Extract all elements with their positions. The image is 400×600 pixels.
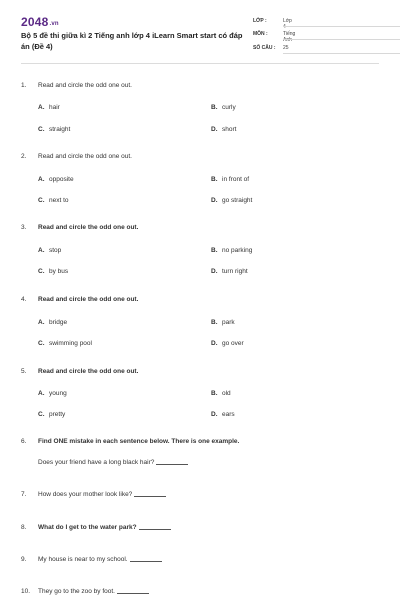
option-d[interactable]: D. turn right: [211, 268, 248, 275]
site-logo[interactable]: 2048.vn: [21, 15, 59, 29]
question-text: Read and circle the odd one out.: [38, 224, 139, 231]
question-number: 8.: [21, 524, 27, 531]
meta-grade-value: Lớp 4: [283, 18, 292, 30]
option-c[interactable]: C. by bus: [38, 268, 69, 275]
question-text: Read and circle the odd one out.: [38, 82, 132, 89]
option-c[interactable]: C. next to: [38, 197, 69, 204]
meta-divider: [283, 26, 400, 27]
question-number: 9.: [21, 556, 27, 563]
question-text: Read and circle the odd one out.: [38, 153, 132, 160]
option-b[interactable]: B. no parking: [211, 247, 253, 254]
option-a[interactable]: A. opposite: [38, 176, 74, 183]
answer-blank[interactable]: [134, 496, 166, 497]
option-d[interactable]: D. short: [211, 126, 237, 133]
header-divider: [21, 63, 379, 64]
option-a[interactable]: A. bridge: [38, 319, 68, 326]
document-title: Bộ 5 đề thi giữa kì 2 Tiếng anh lớp 4 iLearn Smart start có đáp án (Đề 4): [21, 31, 243, 51]
meta-divider: [283, 53, 400, 54]
option-a[interactable]: A. hair: [38, 104, 60, 111]
question-text: How does your mother look like?: [38, 491, 166, 498]
meta-count-label: SỐ CÂU :: [253, 45, 276, 51]
answer-blank[interactable]: [156, 464, 188, 465]
option-d[interactable]: D. ears: [211, 411, 235, 418]
option-a[interactable]: A. stop: [38, 247, 62, 254]
question-number: 7.: [21, 491, 27, 498]
question-text: My house is near to my school.: [38, 556, 162, 563]
answer-blank[interactable]: [139, 529, 171, 530]
question-number: 5.: [21, 368, 27, 375]
option-b[interactable]: B. park: [211, 319, 235, 326]
question-number: 4.: [21, 296, 27, 303]
option-b[interactable]: B. in front of: [211, 176, 250, 183]
meta-grade-label: LỚP :: [253, 18, 267, 24]
meta-count-value: 25: [283, 45, 289, 51]
question-text: Find ONE mistake in each sentence below. There is one example.: [38, 438, 240, 445]
question-number: 6.: [21, 438, 27, 445]
question-text: Read and circle the odd one out.: [38, 368, 139, 375]
question-number: 10.: [21, 588, 31, 595]
question-text: What do I get to the water park?: [38, 524, 171, 531]
meta-divider: [283, 39, 400, 40]
option-b[interactable]: B. curly: [211, 104, 236, 111]
answer-blank[interactable]: [117, 593, 149, 594]
meta-subject-label: MÔN :: [253, 31, 268, 37]
option-a[interactable]: A. young: [38, 390, 67, 397]
option-b[interactable]: B. old: [211, 390, 231, 397]
option-d[interactable]: D. go straight: [211, 197, 253, 204]
answer-blank[interactable]: [130, 561, 162, 562]
meta-subject-value: Tiếng Anh: [283, 31, 296, 43]
question-number: 2.: [21, 153, 27, 160]
option-c[interactable]: C. swimming pool: [38, 340, 92, 347]
option-d[interactable]: D. go over: [211, 340, 244, 347]
option-c[interactable]: C. pretty: [38, 411, 66, 418]
option-c[interactable]: C. straight: [38, 126, 71, 133]
question-number: 1.: [21, 82, 27, 89]
question-text: Read and circle the odd one out.: [38, 296, 139, 303]
question-text: They go to the zoo by foot.: [38, 588, 149, 595]
question-number: 3.: [21, 224, 27, 231]
example-sentence: Does your friend have a long black hair?: [38, 459, 188, 466]
